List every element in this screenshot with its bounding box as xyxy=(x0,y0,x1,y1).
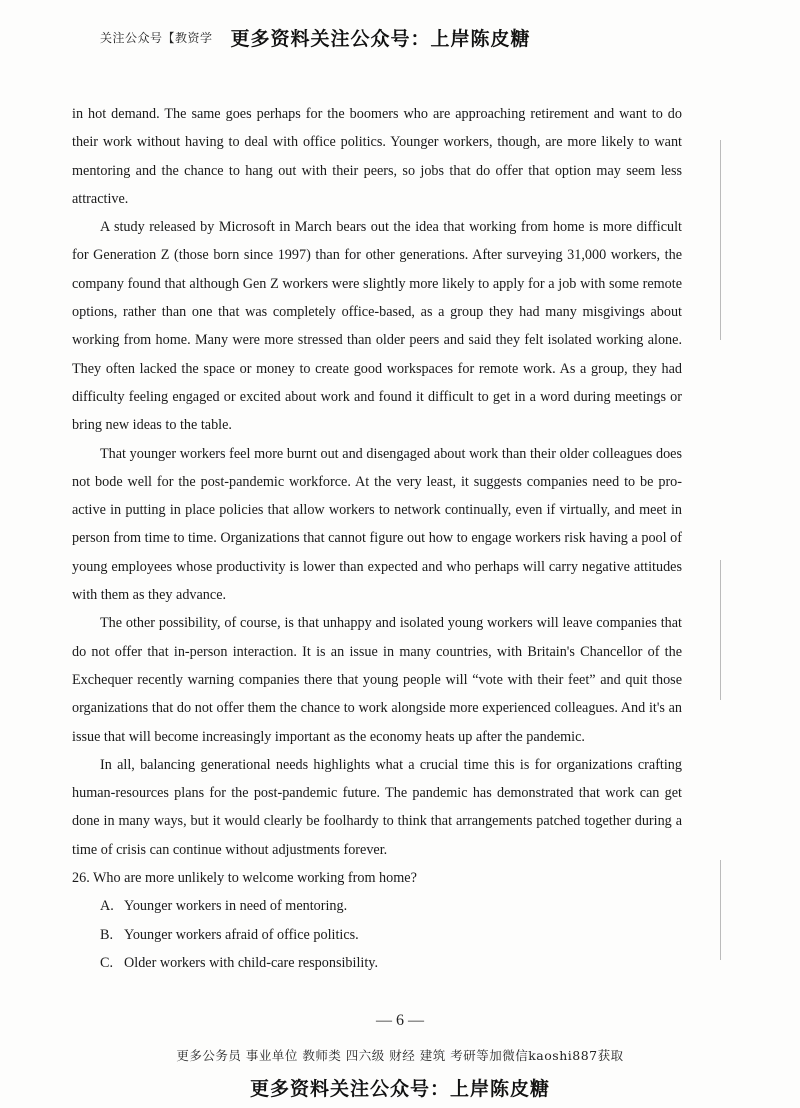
option-b-text: Younger workers afraid of office politics. xyxy=(124,926,359,943)
footer-note: 更多公务员 事业单位 教师类 四六级 财经 建筑 考研等加微信kaoshi887获取 xyxy=(176,1048,624,1063)
option-c-text: Older workers with child-care responsibility. xyxy=(124,954,378,971)
header-title: 更多资料关注公众号：上岸陈皮糖 xyxy=(230,27,531,50)
header-left-note: 关注公众号【教资学 xyxy=(100,30,213,45)
option-c-letter: C. xyxy=(100,954,114,971)
footer-title: 更多资料关注公众号：上岸陈皮糖 xyxy=(249,1078,550,1100)
passage-content xyxy=(72,100,682,977)
paragraph-2: A study released by Microsoft in March bears out the idea that working from home is more difficult for Generation Z (those born since 1997) than for other generations. After surveying 31,000 workers, the company found that although Gen Z workers were slightly more likely to apply for a job with some remote options, rather than one that was completely office-based, as a group they had many misgivings about working from home. Many were more stressed than older peers and said they felt isolated working alone. They often lacked the space or money to create good workspaces for remote work. As a group, they had difficulty feeling engaged or excited about work and found it difficult to get in a word during meetings or bring new ideas to the table. xyxy=(72,219,682,434)
option-c xyxy=(72,949,682,977)
page-number: — 6 — xyxy=(376,1012,424,1029)
option-a-text: Younger workers in need of mentoring. xyxy=(124,898,348,915)
page-header xyxy=(100,22,700,52)
option-b xyxy=(72,921,682,949)
question-26: 26. Who are more unlikely to welcome working from home? xyxy=(72,870,417,887)
scan-margin-line xyxy=(720,860,721,960)
paragraph-1: in hot demand. The same goes perhaps for the boomers who are approaching retirement and want to do their work without having to deal with office politics. Younger workers, though, are more likely to want mentoring and the chance to hang out with their peers, so jobs that do offer that option may seem less attractive. xyxy=(72,106,682,207)
paragraph-3: That younger workers feel more burnt out and disengaged about work than their older colleagues does not bode well for the post-pandemic workforce. At the very least, it suggests companies need to be pro-active in putting in place policies that allow workers to network continually, even if virtually, and meet in person from time to time. Organizations that cannot figure out how to engage workers risk having a pool of young employees whose productivity is lower than expected and who perhaps will carry negative attitudes with them as they advance. xyxy=(72,445,682,604)
paragraph-4: The other possibility, of course, is that unhappy and isolated young workers will leave companies that do not offer that in-person interaction. It is an issue in many countries, with Britain's Chancellor of the Exchequer recently warning companies there that young people will “vote with their feet” and quit those organizations that do not offer them the chance to work alongside more experienced colleagues. And it's an issue that will become increasingly important as the economy heats up after the pandemic. xyxy=(72,615,682,745)
option-b-letter: B. xyxy=(100,926,114,943)
option-a xyxy=(72,892,682,920)
scan-margin-line xyxy=(720,140,721,340)
option-a-letter: A. xyxy=(100,898,114,915)
scan-margin-line xyxy=(720,560,721,700)
paragraph-5: In all, balancing generational needs highlights what a crucial time this is for organizations crafting human-resources plans for the post-pandemic future. The pandemic has demonstrated that work can get done in many ways, but it would clearly be foolhardy to think that arrangements patched together during a time of crisis can continue without adjustments forever. xyxy=(72,756,682,858)
